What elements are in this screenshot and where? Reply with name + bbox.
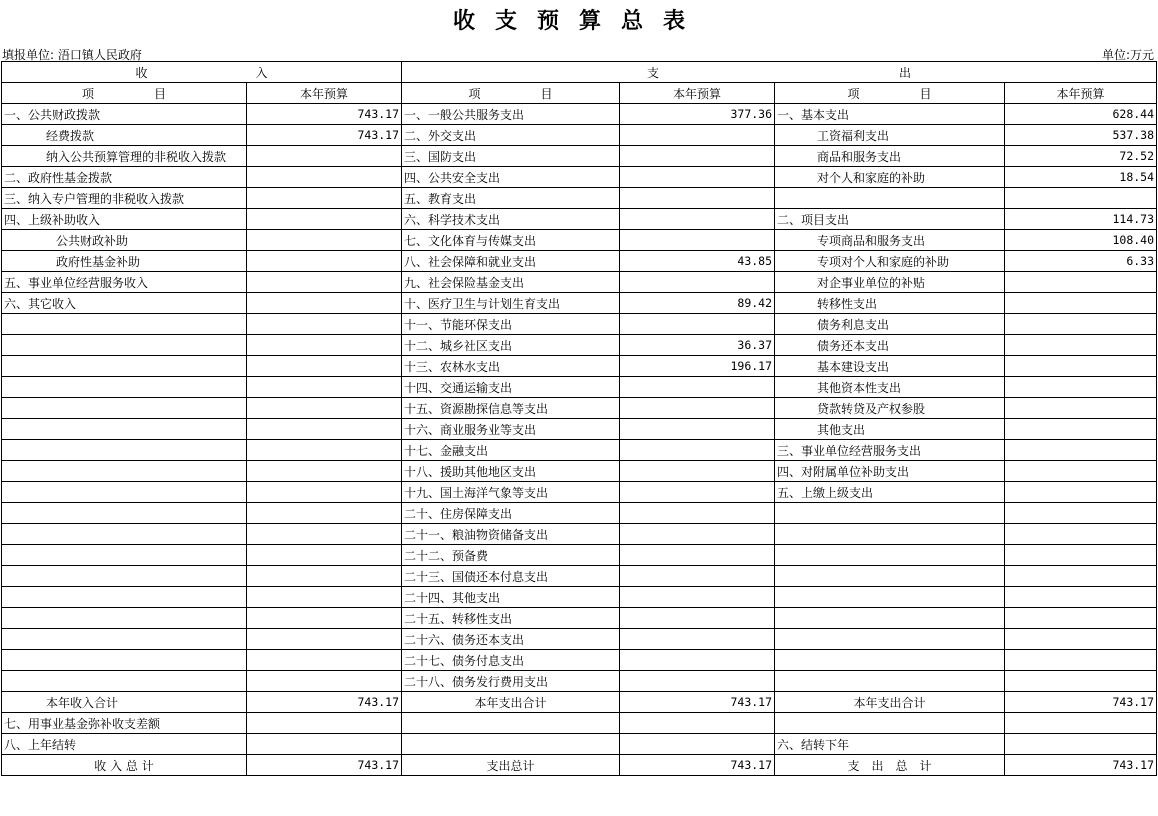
budget-cell (247, 503, 402, 524)
item-cell: 对企事业单位的补贴 (775, 272, 1005, 293)
item-cell: 十八、援助其他地区支出 (402, 461, 620, 482)
table-row (2, 482, 1157, 503)
budget-cell (247, 734, 402, 755)
budget-cell (1005, 188, 1157, 209)
table-row (2, 587, 1157, 608)
table-row (2, 629, 1157, 650)
budget-cell (247, 608, 402, 629)
item-cell: 二、项目支出 (775, 209, 1005, 230)
budget-cell (620, 188, 775, 209)
item-cell: 十一、节能环保支出 (402, 314, 620, 335)
budget-cell (247, 629, 402, 650)
table-row (2, 230, 1157, 251)
item-cell (402, 734, 620, 755)
expense-economic-item-header: 项 目 (775, 83, 1005, 104)
budget-cell (1005, 482, 1157, 503)
budget-cell (620, 272, 775, 293)
table-row (2, 188, 1157, 209)
item-cell: 八、社会保障和就业支出 (402, 251, 620, 272)
item-cell: 五、上缴上级支出 (775, 482, 1005, 503)
table-row (2, 440, 1157, 461)
item-cell: 支出总计 (402, 755, 620, 776)
budget-cell (247, 419, 402, 440)
budget-cell (1005, 629, 1157, 650)
budget-cell (620, 650, 775, 671)
budget-cell: 743.17 (620, 755, 775, 776)
item-cell (775, 503, 1005, 524)
budget-cell (620, 524, 775, 545)
table-row (2, 104, 1157, 125)
item-cell: 三、国防支出 (402, 146, 620, 167)
budget-cell (1005, 713, 1157, 734)
item-cell: 其他资本性支出 (775, 377, 1005, 398)
budget-cell (1005, 461, 1157, 482)
section-header-row (2, 62, 1157, 83)
budget-cell: 89.42 (620, 293, 775, 314)
budget-cell (1005, 566, 1157, 587)
item-cell (2, 356, 247, 377)
item-cell (2, 650, 247, 671)
item-cell: 其他支出 (775, 419, 1005, 440)
table-row (2, 524, 1157, 545)
budget-cell (620, 545, 775, 566)
item-cell: 基本建设支出 (775, 356, 1005, 377)
column-header-row (2, 83, 1157, 104)
expense-function-item-header: 项 目 (402, 83, 620, 104)
budget-cell (1005, 419, 1157, 440)
item-cell: 债务利息支出 (775, 314, 1005, 335)
table-row (2, 167, 1157, 188)
budget-cell (247, 293, 402, 314)
item-cell: 二十六、债务还本支出 (402, 629, 620, 650)
budget-cell (247, 335, 402, 356)
table-row (2, 734, 1157, 755)
table-row (2, 419, 1157, 440)
item-cell: 七、用事业基金弥补收支差额 (2, 713, 247, 734)
budget-cell (247, 167, 402, 188)
item-cell: 工资福利支出 (775, 125, 1005, 146)
item-cell: 本年收入合计 (2, 692, 247, 713)
item-cell: 五、事业单位经营服务收入 (2, 272, 247, 293)
table-row (2, 545, 1157, 566)
item-cell: 本年支出合计 (775, 692, 1005, 713)
item-cell (2, 629, 247, 650)
page-title: 收支预算总表 (452, 9, 705, 34)
budget-cell: 43.85 (620, 251, 775, 272)
table-row (2, 461, 1157, 482)
item-cell: 十九、国土海洋气象等支出 (402, 482, 620, 503)
item-cell: 一、公共财政拨款 (2, 104, 247, 125)
budget-cell (247, 566, 402, 587)
income-section-header: 收 入 (2, 62, 402, 83)
item-cell (775, 629, 1005, 650)
table-row (2, 398, 1157, 419)
item-cell (2, 503, 247, 524)
budget-cell: 743.17 (620, 692, 775, 713)
budget-cell (247, 671, 402, 692)
item-cell (2, 377, 247, 398)
item-cell: 十五、资源勘探信息等支出 (402, 398, 620, 419)
item-cell (2, 482, 247, 503)
budget-cell (247, 587, 402, 608)
item-cell (2, 335, 247, 356)
budget-cell: 743.17 (247, 755, 402, 776)
budget-cell (620, 314, 775, 335)
budget-cell: 743.17 (247, 104, 402, 125)
expense-function-budget-header: 本年预算 (620, 83, 775, 104)
budget-cell: 743.17 (1005, 692, 1157, 713)
item-cell: 三、纳入专户管理的非税收入拨款 (2, 188, 247, 209)
table-row (2, 251, 1157, 272)
item-cell: 专项对个人和家庭的补助 (775, 251, 1005, 272)
item-cell (2, 461, 247, 482)
budget-cell (1005, 398, 1157, 419)
budget-cell (620, 230, 775, 251)
budget-cell (247, 230, 402, 251)
item-cell: 收 入 总 计 (2, 755, 247, 776)
budget-cell (1005, 335, 1157, 356)
budget-cell: 114.73 (1005, 209, 1157, 230)
budget-cell (247, 146, 402, 167)
item-cell: 纳入公共预算管理的非税收入拨款 (2, 146, 247, 167)
budget-cell (247, 356, 402, 377)
item-cell: 经费拨款 (2, 125, 247, 146)
budget-cell (1005, 440, 1157, 461)
item-cell: 十、医疗卫生与计划生育支出 (402, 293, 620, 314)
item-cell: 债务还本支出 (775, 335, 1005, 356)
budget-cell: 743.17 (1005, 755, 1157, 776)
table-row (2, 503, 1157, 524)
budget-cell (247, 524, 402, 545)
budget-table (1, 61, 1157, 776)
item-cell (775, 713, 1005, 734)
item-cell: 十三、农林水支出 (402, 356, 620, 377)
item-cell: 十二、城乡社区支出 (402, 335, 620, 356)
budget-cell (1005, 545, 1157, 566)
item-cell: 一、基本支出 (775, 104, 1005, 125)
item-cell (775, 671, 1005, 692)
budget-cell (620, 461, 775, 482)
table-row (2, 293, 1157, 314)
item-cell (2, 440, 247, 461)
income-budget-header: 本年预算 (247, 83, 402, 104)
item-cell: 支 出 总 计 (775, 755, 1005, 776)
item-cell: 二十四、其他支出 (402, 587, 620, 608)
budget-cell: 743.17 (247, 125, 402, 146)
table-row (2, 608, 1157, 629)
item-cell (775, 566, 1005, 587)
budget-cell: 377.36 (620, 104, 775, 125)
budget-cell: 108.40 (1005, 230, 1157, 251)
table-row (2, 146, 1157, 167)
table-row (2, 314, 1157, 335)
budget-cell (620, 146, 775, 167)
budget-cell (1005, 734, 1157, 755)
budget-cell (620, 713, 775, 734)
budget-cell (247, 545, 402, 566)
item-cell: 八、上年结转 (2, 734, 247, 755)
item-cell: 四、对附属单位补助支出 (775, 461, 1005, 482)
item-cell: 三、事业单位经营服务支出 (775, 440, 1005, 461)
budget-cell (620, 734, 775, 755)
item-cell (2, 419, 247, 440)
budget-cell (247, 440, 402, 461)
budget-cell (247, 314, 402, 335)
budget-cell (1005, 272, 1157, 293)
budget-cell (620, 671, 775, 692)
item-cell (402, 713, 620, 734)
budget-cell (247, 398, 402, 419)
item-cell: 四、上级补助收入 (2, 209, 247, 230)
item-cell: 商品和服务支出 (775, 146, 1005, 167)
income-item-header: 项 目 (2, 83, 247, 104)
item-cell: 二十、住房保障支出 (402, 503, 620, 524)
item-cell (775, 650, 1005, 671)
item-cell: 六、科学技术支出 (402, 209, 620, 230)
item-cell: 十六、商业服务业等支出 (402, 419, 620, 440)
budget-cell (620, 125, 775, 146)
item-cell: 二、外交支出 (402, 125, 620, 146)
item-cell: 六、结转下年 (775, 734, 1005, 755)
budget-cell (247, 209, 402, 230)
budget-cell: 537.38 (1005, 125, 1157, 146)
item-cell (2, 587, 247, 608)
item-cell: 对个人和家庭的补助 (775, 167, 1005, 188)
currency-unit: 单位:万元 (1101, 48, 1154, 62)
item-cell: 七、文化体育与传媒支出 (402, 230, 620, 251)
budget-cell (620, 167, 775, 188)
item-cell: 五、教育支出 (402, 188, 620, 209)
item-cell: 专项商品和服务支出 (775, 230, 1005, 251)
reporting-unit: 填报单位: 浯口镇人民政府 (2, 48, 142, 62)
item-cell: 公共财政补助 (2, 230, 247, 251)
item-cell: 一、一般公共服务支出 (402, 104, 620, 125)
item-cell (775, 587, 1005, 608)
item-cell (2, 545, 247, 566)
budget-cell (620, 398, 775, 419)
item-cell: 政府性基金补助 (2, 251, 247, 272)
budget-cell (247, 377, 402, 398)
budget-cell: 743.17 (247, 692, 402, 713)
grand-totals-row (2, 755, 1157, 776)
table-row (2, 335, 1157, 356)
budget-cell: 36.37 (620, 335, 775, 356)
item-cell: 二十二、预备费 (402, 545, 620, 566)
budget-cell (1005, 293, 1157, 314)
item-cell (2, 608, 247, 629)
item-cell: 二、政府性基金拨款 (2, 167, 247, 188)
item-cell (2, 524, 247, 545)
budget-cell (1005, 314, 1157, 335)
item-cell (2, 566, 247, 587)
budget-cell (247, 251, 402, 272)
expense-section-header: 支 出 (402, 62, 1157, 83)
item-cell (775, 188, 1005, 209)
item-cell (775, 545, 1005, 566)
item-cell: 二十五、转移性支出 (402, 608, 620, 629)
item-cell (775, 524, 1005, 545)
budget-cell (620, 566, 775, 587)
budget-cell (1005, 524, 1157, 545)
budget-cell (247, 188, 402, 209)
budget-cell (247, 461, 402, 482)
item-cell: 贷款转贷及产权参股 (775, 398, 1005, 419)
expense-economic-budget-header: 本年预算 (1005, 83, 1157, 104)
item-cell: 九、社会保险基金支出 (402, 272, 620, 293)
table-row (2, 566, 1157, 587)
budget-cell (620, 587, 775, 608)
item-cell: 本年支出合计 (402, 692, 620, 713)
annual-totals-row (2, 692, 1157, 713)
budget-cell (620, 629, 775, 650)
budget-cell (620, 608, 775, 629)
item-cell (2, 314, 247, 335)
budget-cell: 628.44 (1005, 104, 1157, 125)
item-cell: 二十三、国债还本付息支出 (402, 566, 620, 587)
table-row (2, 377, 1157, 398)
item-cell: 六、其它收入 (2, 293, 247, 314)
budget-cell (1005, 503, 1157, 524)
budget-cell (620, 503, 775, 524)
budget-cell (247, 650, 402, 671)
budget-cell (247, 713, 402, 734)
budget-cell (247, 272, 402, 293)
budget-cell: 72.52 (1005, 146, 1157, 167)
budget-cell: 18.54 (1005, 167, 1157, 188)
budget-cell (620, 419, 775, 440)
table-row (2, 671, 1157, 692)
table-row (2, 272, 1157, 293)
table-row (2, 125, 1157, 146)
budget-cell (1005, 671, 1157, 692)
budget-cell (620, 482, 775, 503)
item-cell: 二十八、债务发行费用支出 (402, 671, 620, 692)
item-cell: 转移性支出 (775, 293, 1005, 314)
table-row (2, 650, 1157, 671)
budget-cell (1005, 587, 1157, 608)
budget-cell: 6.33 (1005, 251, 1157, 272)
budget-cell (1005, 377, 1157, 398)
table-row (2, 356, 1157, 377)
budget-cell: 196.17 (620, 356, 775, 377)
item-cell (2, 398, 247, 419)
budget-cell (620, 209, 775, 230)
table-row (2, 209, 1157, 230)
item-cell: 四、公共安全支出 (402, 167, 620, 188)
item-cell: 二十一、粮油物资储备支出 (402, 524, 620, 545)
item-cell: 十七、金融支出 (402, 440, 620, 461)
item-cell: 十四、交通运输支出 (402, 377, 620, 398)
item-cell (2, 671, 247, 692)
budget-cell (620, 377, 775, 398)
budget-cell (1005, 608, 1157, 629)
table-row (2, 713, 1157, 734)
item-cell (775, 608, 1005, 629)
budget-cell (1005, 356, 1157, 377)
item-cell: 二十七、债务付息支出 (402, 650, 620, 671)
budget-cell (620, 440, 775, 461)
budget-cell (247, 482, 402, 503)
budget-cell (1005, 650, 1157, 671)
